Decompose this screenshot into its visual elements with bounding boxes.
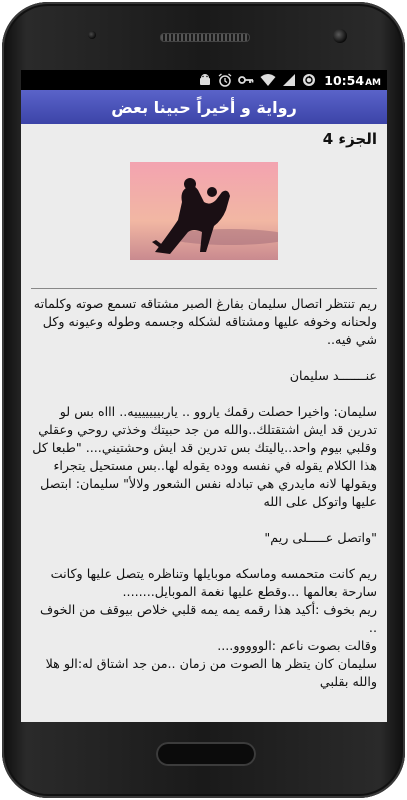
alarm-icon	[218, 73, 232, 87]
screen	[21, 70, 387, 722]
chapter-image	[130, 162, 278, 260]
app-title: رواية و أخيراً حبينا بعض	[111, 97, 297, 117]
app-title-bar	[21, 90, 387, 124]
clock: 10:54AM	[324, 72, 381, 88]
key-icon	[238, 73, 254, 87]
signal-icon	[282, 73, 296, 87]
story-paragraph: ريم تنتظر اتصال سليمان بفارغ الصبر مشتاقه تسمع صوته وكلماته ولحنانه وخوفه عليها ومشتاقه لشكله وجسمه وطوله وعيونه وكل شي فيه..	[29, 296, 377, 347]
proximity-sensor	[88, 31, 96, 39]
story-paragraph: سليمان: واخيرا حصلت رقمك ياروو .. ياربيييييييه.. اااه بس لو تدرين قد ايش اشتقتلك..والله من جد حبيتك وخذتي روحي وعقلي وقلبي بيوم واحد..ياليتك بس تدرين قد ايش وحشتيني.... "طبعا كل هذا الكلام يقوله في نفسه ووده يقوله لها..بس مستحيل يتجراء ويقولها لانه مايدري هي تبادله نفس الشعور ولالأ" سليمان: ابتصل عليها واتوكل على الله	[28, 404, 377, 509]
story-paragraph: عنـــــــد سليمان	[289, 368, 377, 383]
front-camera	[333, 29, 347, 43]
chapter-title: الجزء 4	[322, 130, 377, 148]
android-debug-icon	[198, 73, 212, 87]
earpiece-speaker	[160, 33, 250, 42]
wifi-icon	[260, 73, 276, 87]
story-paragraph: ريم كانت متحمسه وماسكه موبايلها وتناظره يتصل عليها وكانت سارحة بعالمها ...وقطع عليها نغمة الموبايل........ ريم بخوف :أكيد هذا رقمه يمه يمه قلبي خلاص بيوقف من الخوف .. وقالت بصوت ناعم :الووووو.... سليمان كان يتظر ها الصوت من زمان ..من جد اشتاق له:الو هلا والله بقلبي	[39, 566, 377, 689]
sync-icon	[302, 73, 316, 87]
status-bar	[21, 70, 387, 90]
chapter-content[interactable]	[21, 124, 387, 691]
home-button[interactable]	[156, 742, 256, 766]
story-paragraph: "واتصل عـــــلى ريم"	[264, 530, 377, 545]
divider	[31, 288, 377, 289]
phone-frame	[2, 2, 405, 798]
